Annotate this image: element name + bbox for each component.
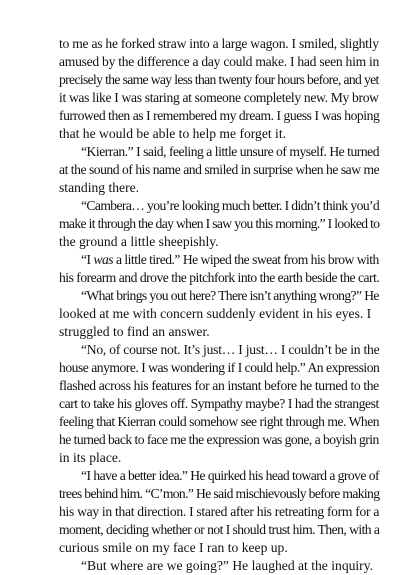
text-line: standing there. bbox=[59, 180, 140, 195]
text-line: it was like I was staring at someone completely new. My brow bbox=[59, 90, 379, 105]
text-run: “I bbox=[81, 252, 94, 267]
text-line: he turned back to face me the expression was gone, a boyish grin bbox=[59, 432, 379, 447]
text-line: flashed across his features for an instant before he turned to the bbox=[59, 378, 379, 393]
text-line: “I have a better idea.” He quirked his head toward a grove of bbox=[81, 468, 380, 483]
text-line: curious smile on my face I ran to keep up. bbox=[59, 540, 288, 555]
text-line: “What brings you out here? There isn’t anything wrong?” He bbox=[81, 288, 379, 303]
text-line: that he would be able to help me forget it. bbox=[59, 126, 287, 141]
text-line: his forearm and drove the pitchfork into the earth beside the cart. bbox=[59, 270, 380, 285]
text-line: struggled to find an answer. bbox=[59, 324, 210, 339]
text-line: at the sound of his name and smiled in surprise when he saw me bbox=[59, 162, 380, 177]
text-line: moment, deciding whether or not I should trust him. Then, with a bbox=[59, 522, 380, 537]
text-line: precisely the same way less than twenty four hours before, and yet bbox=[59, 72, 379, 87]
text-line: “But where are we going?” He laughed at the inquiry. bbox=[81, 558, 374, 573]
body-text bbox=[59, 35, 379, 575]
text-line: “Kierran.” I said, feeling a little unsure of myself. He turned bbox=[81, 144, 380, 159]
text-line: “No, of course not. It’s just… I just… I couldn’t be in the bbox=[81, 342, 380, 357]
text-line: trees behind him. “C’mon.” He said mischievously before making bbox=[59, 486, 380, 501]
text-line: his way in that direction. I stared after his retreating form for a bbox=[59, 504, 380, 519]
text-line: amused by the difference a day could make. I had seen him in bbox=[59, 54, 380, 69]
text-run: a little tired.” He wiped the sweat from his brow with bbox=[113, 252, 379, 267]
text-line: the ground a little sheepishly. bbox=[59, 234, 219, 249]
text-line: looked at me with concern suddenly evident in his eyes. I bbox=[59, 306, 372, 321]
text-line: “Cambera… you’re looking much better. I didn’t think you’d bbox=[81, 198, 380, 213]
text-line: furrowed then as I remembered my dream. I guess I was hoping bbox=[59, 108, 380, 123]
text-line bbox=[59, 251, 379, 269]
text-line: in its place. bbox=[59, 450, 122, 465]
text-line: make it through the day when I saw you this morning.” I looked to bbox=[59, 216, 380, 231]
text-line: feeling that Kierran could somehow see right through me. When bbox=[59, 414, 380, 429]
text-line: to me as he forked straw into a large wagon. I smiled, slightly bbox=[59, 36, 379, 51]
text-line: cart to take his gloves off. Sympathy maybe? I had the strangest bbox=[59, 396, 379, 411]
text-line: house anymore. I was wondering if I could help.” An expression bbox=[59, 360, 380, 375]
emphasized-word: was bbox=[93, 252, 114, 267]
